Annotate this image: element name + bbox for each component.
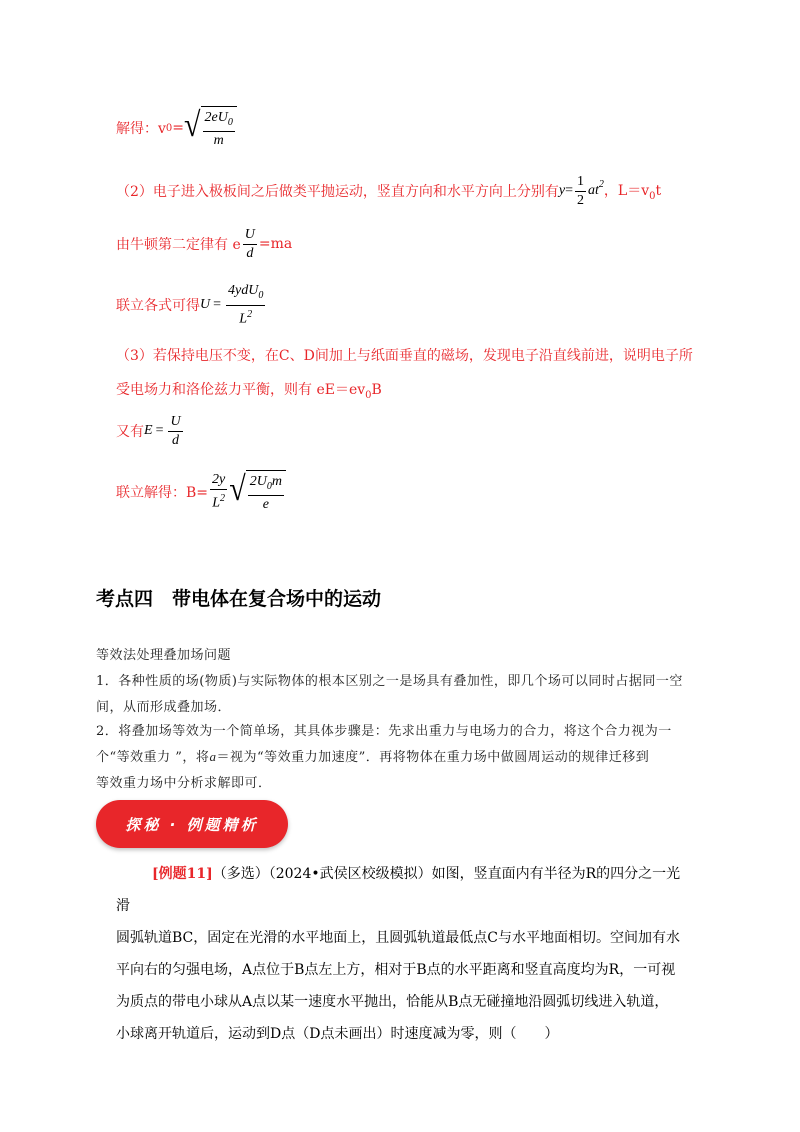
radicand <box>201 106 237 151</box>
sqrt-expression <box>229 470 286 515</box>
solution-line-4 <box>116 284 267 326</box>
example-line-1: [例题11]（多选）（2024•武侯区校级模拟）如图，竖直面内有半径为R的四分之一光滑 <box>116 866 681 914</box>
example-line-2: 圆弧轨道BC，固定在光滑的水平地面上，且圆弧轨道最低点C与水平地面相切。空间加有水 <box>116 930 680 946</box>
method-item-2a: 2．将叠加场等效为一个简单场，其具体步骤是：先求出重力与电场力的合力，将这个合力视为一 <box>96 724 672 739</box>
example-line-4: 为质点的带电小球从A点以某一速度水平抛出，恰能从B点无碰撞地沿圆弧切线进入轨道， <box>116 994 669 1010</box>
formula-e: E = $\frac{U}{d}$ <box>144 413 181 448</box>
solution-line-8 <box>116 470 286 514</box>
method-item-1a: 1．各种性质的场(物质)与实际物体的根本区别之一是场具有叠加性，即几个场可以同时占据同一空 <box>96 674 683 689</box>
solution-line-5: （3）若保持电压不变，在C、D间加上与纸面垂直的磁场，发现电子沿直线前进，说明电子所 <box>116 348 693 364</box>
equals: = <box>172 120 185 136</box>
fraction: $\frac{U}{d}$ <box>170 413 181 448</box>
radical-sign: √ <box>229 469 246 508</box>
radical-sign: √ <box>184 105 201 144</box>
solution-line-2-tail: ，$L=v_0t$ <box>603 183 662 202</box>
method-heading: 等效法处理叠加场问题 <box>96 648 232 663</box>
solution-line-2 <box>116 172 661 210</box>
solution-line-8-prefix: 联立解得：B= <box>116 485 209 501</box>
method-item-1b: 间，从而形成叠加场． <box>96 700 232 715</box>
solution-line-3-tail: =ma <box>258 236 293 252</box>
formula-y: y = $\frac{1}{2}$ at $^2$ <box>558 173 604 208</box>
solution-line-3-prefix: 由牛顿第二定律有 e <box>116 237 241 253</box>
section-title: 考点四 带电体在复合场中的运动 <box>96 588 382 610</box>
example-section-badge: 探秘 · 例题精析 <box>96 800 288 848</box>
fraction: $\frac{4ydU_0}{L^2}$ <box>228 282 264 327</box>
method-item-2c: 等效重力场中分析求解即可． <box>96 776 272 791</box>
solution-line-7-prefix: 又有 <box>116 424 144 440</box>
example-line-5: 小球离开轨道后，运动到D点（D点未画出）时速度减为零，则（ ） <box>116 1026 559 1042</box>
example-paragraph <box>116 858 686 1050</box>
fraction: $\frac{2U_0m}{e}$ <box>249 473 282 513</box>
solution-line-6: 受电场力和洛伦兹力平衡，则有 $eE=ev_0B$ <box>116 382 382 401</box>
formula-u: U = $\frac{4ydU_0}{L^2}$ <box>200 282 264 327</box>
solution-line-1 <box>116 105 237 149</box>
numerator: $2eU_0$ <box>203 109 235 133</box>
method-item-2b: 个“等效重力 ”，将a＝视为“等效重力加速度”．再将物体在重力场中做圆周运动的规律迁移到 <box>96 749 650 765</box>
fraction-half: $\frac{1}{2}$ <box>577 173 585 208</box>
solution-line-3 <box>116 224 292 264</box>
solution-line-1-prefix: 解得：v <box>116 121 166 137</box>
solution-line-4-prefix: 联立各式可得 <box>116 298 200 314</box>
example-tag: [例题11] <box>152 866 213 882</box>
solution-line-2-text: （2）电子进入极板间之后做类平抛运动，竖直方向和水平方向上分别有 <box>116 184 559 200</box>
sqrt-expression <box>184 106 237 151</box>
example-line-3: 平向右的匀强电场，A点位于B点左上方，相对于B点的水平距离和竖直高度均为R，一可视 <box>116 962 676 978</box>
formula-b <box>208 470 286 515</box>
subscript: 0 <box>165 122 173 134</box>
fraction <box>203 109 235 151</box>
solution-line-7 <box>116 410 185 452</box>
fraction-u-d: $\frac{U}{d}$ <box>244 226 255 261</box>
denominator: m <box>213 133 224 149</box>
fraction: $\frac{2y}{L^2}$ <box>212 472 226 511</box>
